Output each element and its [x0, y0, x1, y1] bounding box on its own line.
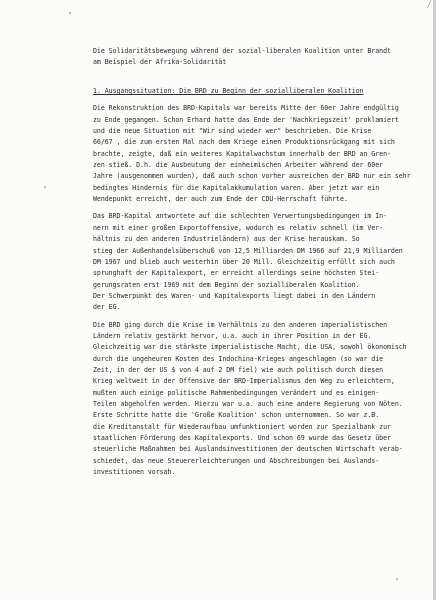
text-line: staatlichen Förderung des Kapitalexports. Und schon 69 wurde das Gesetz über [93, 434, 391, 442]
text-line: sprunghaft der Kapitalexport, er erreicht allerdings seine höchsten Stei- [93, 269, 380, 278]
text-line: Die Rekonstruktion des BRD-Kapitals war bereits Mitte der 60er Jahre endgültig [93, 104, 399, 113]
text-line: durch die ungeheuren Kosten des Indochina-Krieges angeschlagen (so war die [93, 354, 384, 363]
text-line: der EG. [93, 303, 121, 312]
title-line: Die Solidaritätsbewegung während der sozial-liberalen Koalition unter Brandt [93, 47, 391, 55]
text-line: 66/67 , die zum ersten Mal nach dem Kriege einen Produktionsrückgang mit sich [93, 138, 395, 147]
text-line: zu Ende gegangen. Schon Erhard hatte das Ende der 'Nachkriegszeit' proklamiert [93, 115, 399, 124]
text-line: investitionen vorsah. [93, 468, 176, 477]
text-line: Zeit, in der der US $ von 4 auf 2 DM fiel) wie auch politisch durch diesen [93, 365, 384, 374]
paragraph-imperialist-position [93, 320, 428, 479]
text-line: DM 1967 und blieb auch weiterhin über 20 Mill. Gleichzeitig erfüllt sich auch [93, 257, 395, 266]
text-line: brachte, zeigte, daß ein weiteres Kapitalwachstum innerhalb der BRD an Gren- [93, 149, 391, 158]
scan-speck [69, 12, 71, 14]
text-line: die Kreditanstalt für Wiederaufbau umfunktioniert worden zur Spezialbank zur [93, 422, 391, 431]
text-line: Jahre (ausgenommen wurden), daß auch schon vorher ausreichen der BRD nur ein sehr [93, 172, 411, 181]
document-body [93, 46, 428, 478]
text-line: zen stieß. D.h. die Ausbeutung der einheimischen Arbeiter während der 60er [93, 161, 384, 170]
text-line: nern mit einer großen Exportoffensive, wodurch es relativ schnell (im Ver- [93, 223, 384, 232]
paragraph-export-offensive [93, 211, 428, 313]
text-line: Der Schwerpunkt des Waren- und Kapitalexports liegt dabei in den Ländern [93, 291, 376, 300]
paragraph-reconstruction [93, 103, 428, 205]
text-line: mußten auch einige politische Rahmenbedingungen verändert und es einigen- [93, 388, 380, 397]
text-line: Wendepunkt erreicht, der auch zum Ende der CDU-Herrschaft führte. [93, 195, 348, 204]
scan-speck [396, 578, 398, 580]
text-line: bedingtes Hindernis für die Kapitalakkumulation waren. Aber jetzt war ein [93, 183, 380, 192]
section-heading: 1. Ausgangssituation: Die BRD zu Beginn der sozialliberalen Koalition [93, 87, 364, 96]
scan-speck [44, 186, 46, 188]
text-line: hältnis zu den anderen Industrieländern) aus der Krise herauskam. So [93, 235, 360, 244]
text-line: Die BRD ging durch die Krise im Verhältnis zu den anderen imperialistischen [93, 320, 387, 329]
title-line: am Beispiel der Afrika-Solidarität [93, 58, 227, 67]
text-line: gerungsraten erst 1969 mit dem Beginn der sozialliberalen Koalition. [93, 280, 360, 289]
text-line: Ländern relativ gestärkt hervor, u.a. auch in ihrer Position in der EG. [93, 331, 372, 340]
text-line: Das BRD-Kapital antwortete auf die schlechten Verwertungsbedingungen im In- [93, 212, 387, 221]
text-line: stieg der Außenhandelsüberschuß von 12,5 Milliarden DM 1966 auf 21,9 Milliarden [93, 246, 403, 255]
text-line: Gleichzeitig war die stärkste imperialistische Macht, die USA, sowohl ökonomisch [93, 343, 407, 352]
text-line: schiedet, das neue Steuererleichterungen und Abschreibungen bei Auslands- [93, 456, 380, 465]
text-line: steuerliche Maßnahmen bei Auslandsinvestitionen der deutschen Wirtschaft verab- [93, 445, 403, 454]
text-line: und die neue Situation mit "Wir sind wieder wer" beschrieben. Die Krise [93, 127, 372, 136]
text-line: Teilen abgeholfen werden. Hierzu war u.a. auch eine andere Regierung von Nöten. [93, 399, 403, 408]
text-line: Krieg weltweit in der Offensive der BRD-Imperialismus den Weg zu erleichtern, [93, 377, 395, 386]
corner-pen-mark: / [426, 0, 432, 10]
document-title [93, 46, 428, 69]
text-line: Erste Schritte hatte die 'Große Koalition' schon unternommen. So war z.B. [93, 411, 380, 420]
